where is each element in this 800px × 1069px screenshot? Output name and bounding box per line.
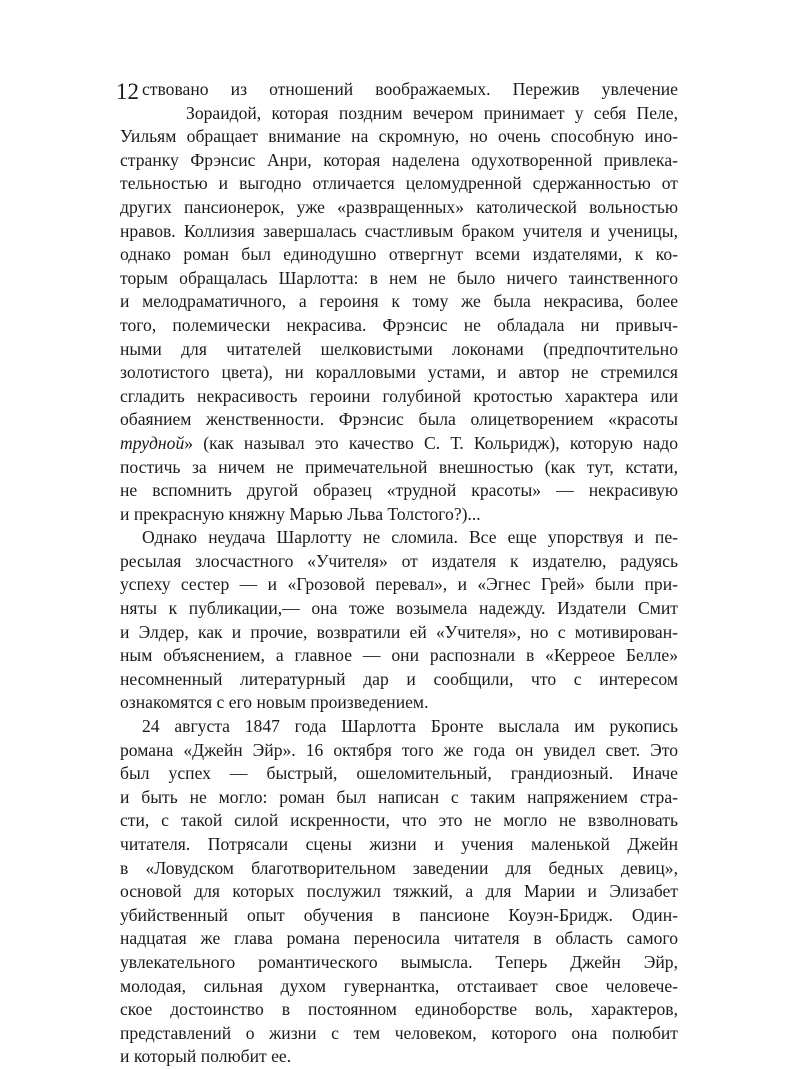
text-line: Однако неудача Шарлотту не сломила. Все еще упорствуя и пе-	[142, 527, 678, 548]
text-line: Зораидой, которая поздним вечером принимает у себя Пеле,	[186, 102, 678, 123]
text-line: торым обращалась Шарлотта: в нем не было ничего таинственного	[120, 267, 678, 288]
text-line: представлений о жизни с тем человеком, которого она полюбит	[120, 1022, 678, 1043]
text-line: основой для которых послужил тяжкий, а для Марии и Элизабет	[120, 881, 678, 902]
text-line-italic-start	[120, 432, 678, 456]
text-line: нравов. Коллизия завершалась счастливым браком учителя и ученицы,	[120, 220, 678, 241]
text-line: сгладить некрасивость героини голубиной кротостью характера или	[120, 385, 678, 406]
text-line: того, полемически некрасива. Фрэнсис не обладала ни привыч-	[120, 314, 678, 335]
text-line: сти, с такой силой искренности, что это не могло не взволновать	[120, 810, 678, 831]
page-number: 12	[116, 79, 139, 104]
italic-word: трудной	[120, 432, 185, 453]
italic-fragment: трудной» (как называл это качество С. Т. Кольридж), которую надо	[120, 432, 678, 453]
text-line: и который полюбит ее.	[120, 1046, 292, 1067]
text-line: ным объяснением, а главное — они распознали в «Керреое Белле»	[120, 645, 678, 666]
text-line: и мелодраматичного, а героиня к тому же была некрасива, более	[120, 291, 678, 312]
paragraph-2	[120, 526, 678, 715]
text-line: романа «Джейн Эйр». 16 октября того же года он увидел свет. Это	[120, 739, 678, 760]
text-line: Уильям обращает внимание на скромную, но очень способную ино-	[120, 126, 678, 147]
text-line: ресылая злосчастного «Учителя» от издателя к издателю, радуясь	[120, 550, 678, 571]
text-line: читателя. Потрясали сцены жизни и учения маленькой Джейн	[120, 834, 678, 854]
text-line: няты к публикации,— она тоже возымела надежду. Издатели Смит	[120, 598, 678, 619]
text-line: странку Фрэнсис Анри, которая наделена одухотворенной привлека-	[120, 149, 678, 170]
text-line: успеху сестер — и «Грозовой перевал», и «Эгнес Грей» были при-	[120, 574, 678, 595]
text-line: был успех — быстрый, ошеломительный, грандиозный. Иначе	[120, 763, 678, 784]
text-line: обаянием женственности. Фрэнсис была олицетворением «красоты	[120, 409, 678, 430]
text-line: 24 августа 1847 года Шарлотта Бронте выслала им рукопись	[142, 716, 678, 737]
text-line: ское достоинство в постоянном единоборстве воль, характеров,	[120, 999, 678, 1020]
text-line: в «Ловудском благотворительном заведении для бедных девиц»,	[120, 857, 678, 878]
text-line: и прекрасную княжну Марью Льва Толстого?)...	[120, 503, 481, 524]
text-line: надцатая же глава романа переносила читателя в область самого	[120, 928, 678, 949]
text-line: молодая, сильная духом гувернантка, отстаивает свое человече-	[120, 975, 678, 996]
text-line: золотистого цвета), ни коралловыми устами, и автор не стремился	[120, 362, 678, 383]
text-line: и Элдер, как и прочие, возвратили ей «Учителя», но с мотивирован-	[120, 621, 678, 642]
text-line: не вспомнить другой образец «трудной красоты» — некрасивую	[120, 480, 678, 501]
paragraph-3	[120, 715, 678, 1069]
text-line: и быть не могло: роман был написан с таким напряжением стра-	[120, 786, 678, 807]
text-line: убийственный опыт обучения в пансионе Коуэн-Бридж. Один-	[120, 904, 678, 925]
text-line: несомненный литературный дар и сообщили, что с интересом	[120, 668, 678, 689]
text-line: однако роман был единодушно отвергнут всеми издателями, к ко-	[120, 244, 678, 265]
text-line: ными для читателей шелковистыми локонами (предпочтительно	[120, 338, 678, 359]
text-line: постичь за ничем не примечательной внешностью (как тут, кстати,	[120, 456, 678, 477]
text-line: ознакомятся с его новым произведением.	[120, 692, 429, 713]
text-line: других пансионерок, уже «развращенных» католической вольностью	[120, 196, 678, 217]
text-line: тельностью и выгодно отличается целомудренной сдержанностью от	[120, 173, 678, 194]
text-line: ствовано из отношений воображаемых. Пережив увлечение	[142, 79, 678, 99]
text-line: увлекательного романтического вымысла. Теперь Джейн Эйр,	[120, 951, 678, 972]
